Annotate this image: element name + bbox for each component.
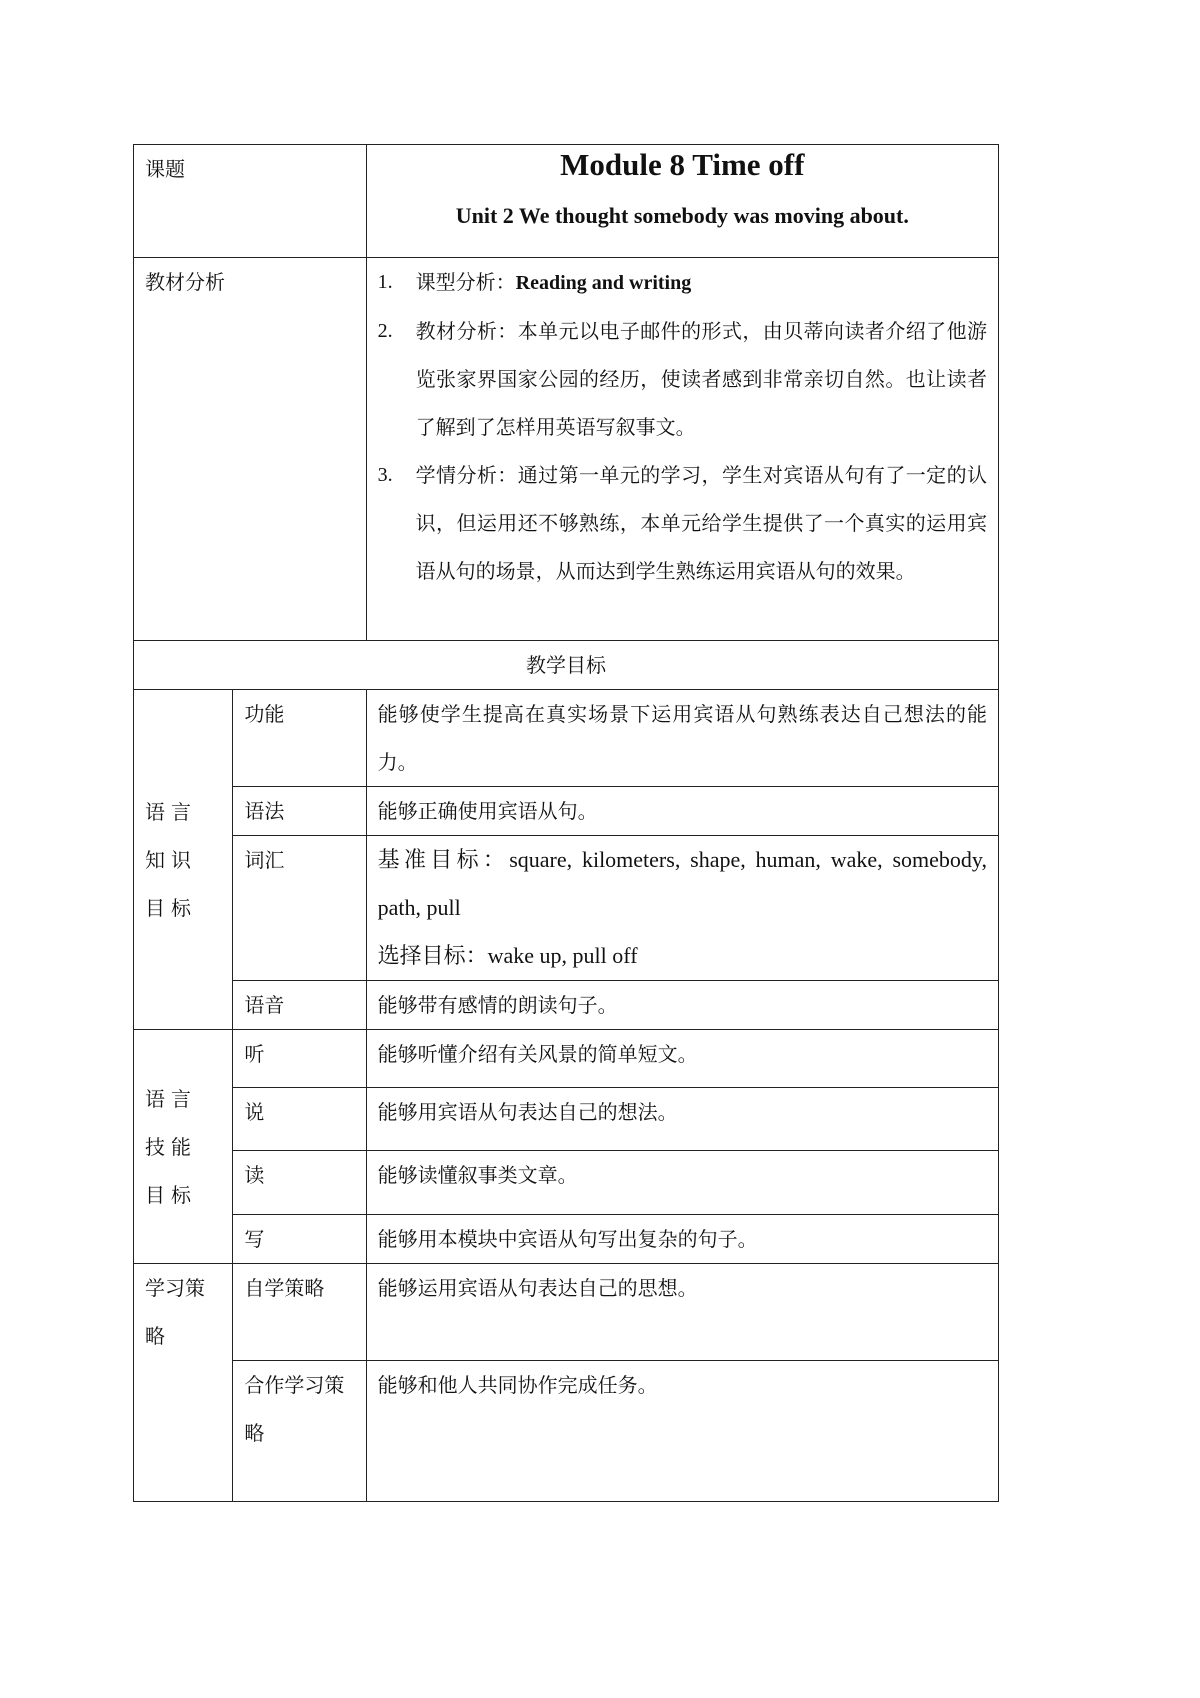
row-name: 语法 <box>233 787 366 836</box>
row-name: 读 <box>233 1151 366 1215</box>
knowledge-row <box>134 787 999 836</box>
skills-row <box>134 1088 999 1151</box>
row-name: 功能 <box>233 690 366 787</box>
skills-label <box>134 1030 233 1264</box>
item-number: 3. <box>377 464 393 486</box>
row-name: 自学策略 <box>233 1264 366 1361</box>
vocab-base: 基准目标：square, kilometers, shape, human, wake, somebody, path, pull <box>377 847 987 920</box>
header-label: 课题 <box>134 145 367 258</box>
row-text: 能够运用宾语从句表达自己的思想。 <box>366 1264 998 1361</box>
header-row <box>134 145 999 258</box>
unit-title: Unit 2 We thought somebody was moving about. <box>455 203 909 228</box>
row-text: 能够读懂叙事类文章。 <box>366 1151 998 1215</box>
row-name: 词汇 <box>233 836 366 981</box>
knowledge-row <box>134 981 999 1030</box>
module-title: Module 8 Time off <box>560 147 805 182</box>
item-text: 教材分析：本单元以电子邮件的形式，由贝蒂向读者介绍了他游览张家界国家公园的经历，使读者感到非常亲切自然。也让读者了解到了怎样用英语写叙事文。 <box>415 319 987 439</box>
item-bold-text: Reading and writing <box>515 272 692 294</box>
goals-heading-row <box>134 641 999 690</box>
row-name: 说 <box>233 1088 366 1151</box>
title-cell <box>366 145 998 258</box>
knowledge-row <box>134 836 999 981</box>
row-text: 能够用本模块中宾语从句写出复杂的句子。 <box>366 1215 998 1264</box>
row-name: 听 <box>233 1030 366 1088</box>
item-text: 学情分析：通过第一单元的学习，学生对宾语从句有了一定的认识，但运用还不够熟练，本单元给学生提供了一个真实的运用宾语从句的场景，从而达到学生熟练运用宾语从句的效果。 <box>415 463 987 583</box>
strategy-label: 学习策略 <box>134 1264 233 1502</box>
knowledge-row <box>134 690 999 787</box>
lesson-plan-table <box>133 144 999 1502</box>
knowledge-label <box>134 690 233 1030</box>
analysis-label: 教材分析 <box>134 258 367 641</box>
item-prefix: 课型分析： <box>415 270 516 294</box>
analysis-item <box>378 451 987 595</box>
row-text: 能够用宾语从句表达自己的想法。 <box>366 1088 998 1151</box>
goals-heading: 教学目标 <box>134 641 999 690</box>
analysis-item <box>378 307 987 451</box>
row-text: 能够带有感情的朗读句子。 <box>366 981 998 1030</box>
row-name: 语音 <box>233 981 366 1030</box>
row-text: 能够使学生提高在真实场景下运用宾语从句熟练表达自己想法的能力。 <box>366 690 998 787</box>
skills-label-text: 语言技能目标 <box>145 1086 197 1207</box>
strategy-row <box>134 1264 999 1361</box>
row-text: 能够正确使用宾语从句。 <box>366 787 998 836</box>
row-name: 写 <box>233 1215 366 1264</box>
item-number: 2. <box>377 320 393 342</box>
strategy-row <box>134 1361 999 1502</box>
vocab-cell <box>366 836 998 981</box>
skills-row <box>134 1215 999 1264</box>
row-name: 合作学习策略 <box>233 1361 366 1502</box>
analysis-content <box>366 258 998 641</box>
skills-row <box>134 1151 999 1215</box>
skills-row <box>134 1030 999 1088</box>
vocab-optional: 选择目标：wake up, pull off <box>377 943 638 968</box>
item-number: 1. <box>377 271 393 293</box>
analysis-row <box>134 258 999 641</box>
knowledge-label-text: 语言知识目标 <box>145 799 197 920</box>
analysis-item <box>378 258 987 307</box>
row-text: 能够和他人共同协作完成任务。 <box>366 1361 998 1502</box>
row-text: 能够听懂介绍有关风景的简单短文。 <box>366 1030 998 1088</box>
